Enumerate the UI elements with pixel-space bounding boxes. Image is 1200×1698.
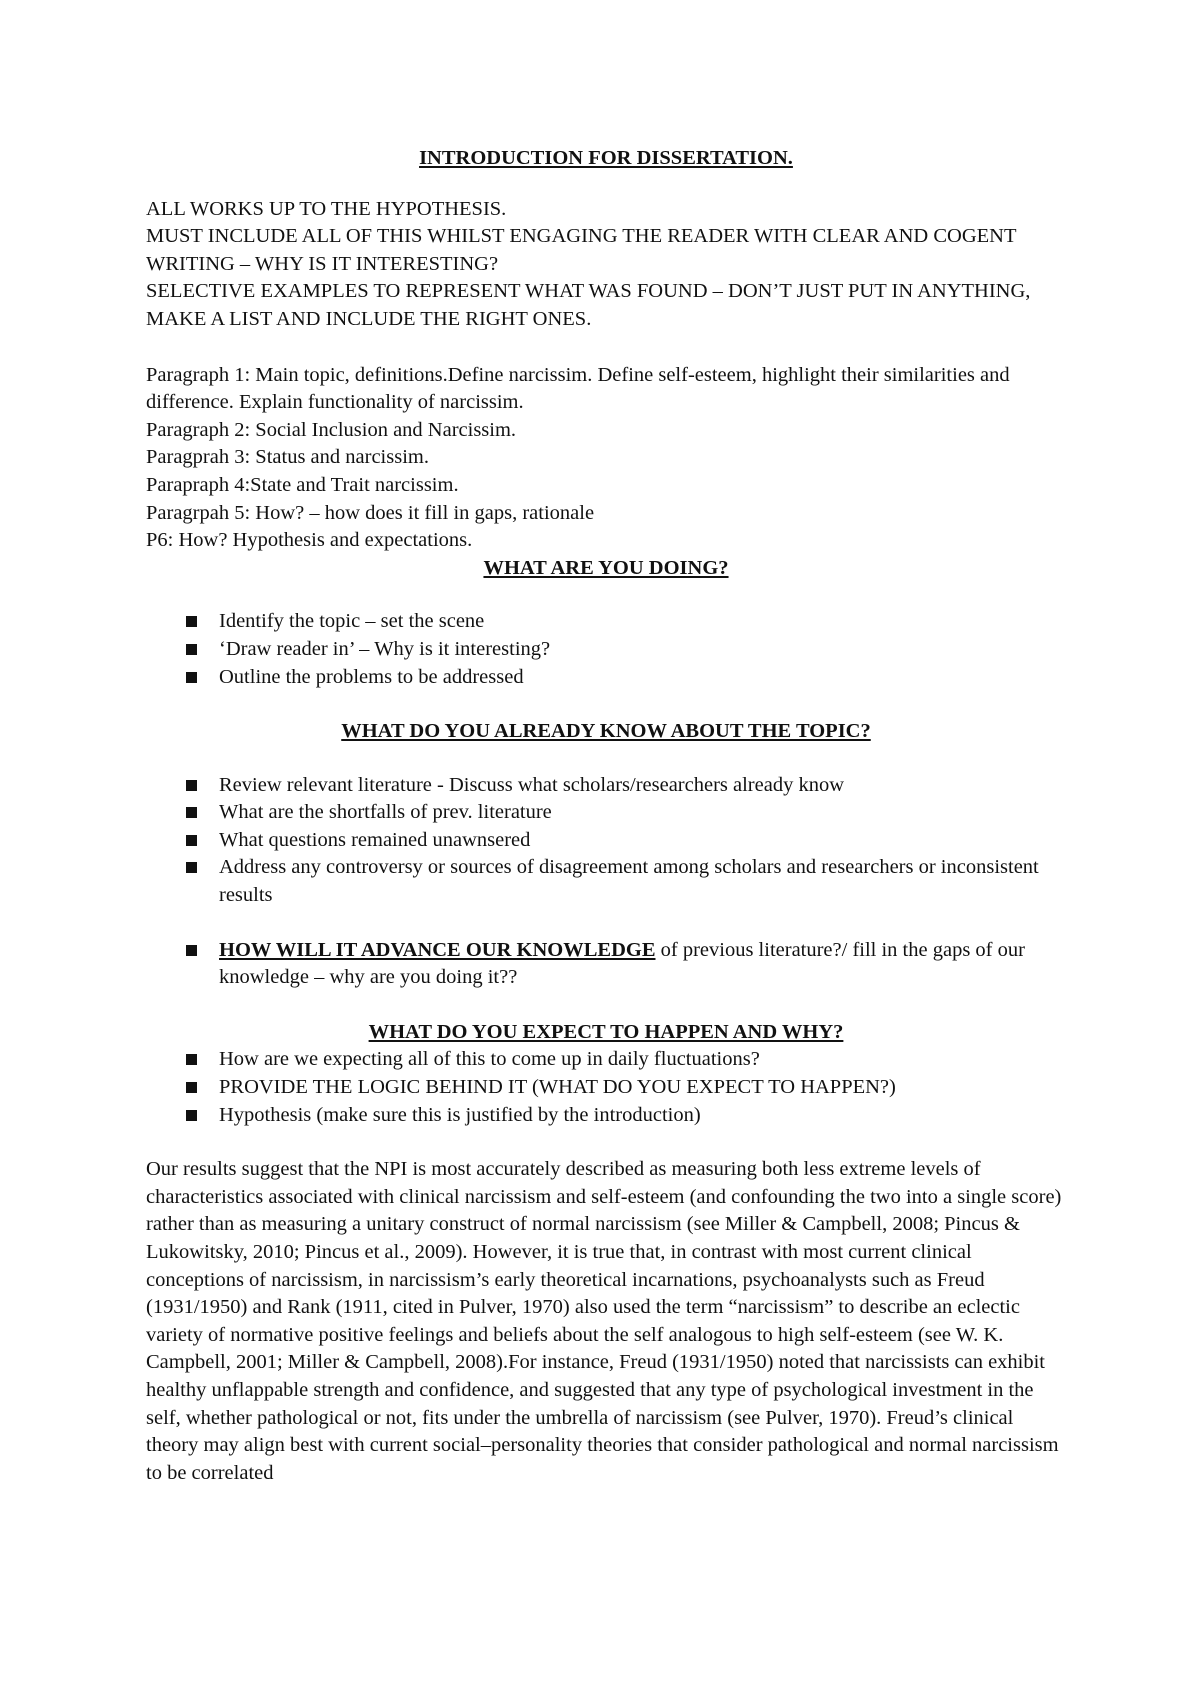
section-heading-what-are-you-doing: WHAT ARE YOU DOING? [483, 556, 729, 579]
plan-line: P6: How? Hypothesis and expectations. [146, 529, 473, 552]
square-bullet-icon [186, 862, 197, 873]
list-item-text: Review relevant literature - Discuss what scholars/researchers already know [219, 773, 844, 796]
list-item [146, 1074, 1066, 1102]
list-item-text: of previous literature?/ fill in the gaps of our knowledge – why are you doing it?? [219, 938, 1025, 989]
list-item [146, 772, 1066, 800]
bullet-list [146, 1046, 1066, 1129]
bullet-list [146, 608, 1066, 691]
list-item [146, 854, 1066, 909]
list-item-text: Hypothesis (make sure this is justified by the introduction) [219, 1103, 701, 1126]
list-item [146, 1102, 1066, 1130]
section-heading-what-do-you-expect: WHAT DO YOU EXPECT TO HAPPEN AND WHY? [368, 1020, 844, 1043]
list-item-text: Address any controversy or sources of disagreement among scholars and researchers or inconsistent results [219, 856, 1039, 907]
list-item-text: What questions remained unawnsered [219, 828, 531, 851]
square-bullet-icon [186, 1054, 197, 1065]
list-item-text: Outline the problems to be addressed [219, 665, 524, 688]
list-item [146, 937, 1066, 992]
paragraph-plan [146, 362, 1066, 555]
list-item-text: ‘Draw reader in’ – Why is it interesting? [219, 637, 551, 660]
list-item [146, 608, 1066, 636]
square-bullet-icon [186, 945, 197, 956]
plan-line: Paragrpah 5: How? – how does it fill in gaps, rationale [146, 501, 595, 524]
document-page [146, 145, 1066, 1487]
list-item [146, 1046, 1066, 1074]
plan-line: Paragraph 1: Main topic, definitions.Define narcissim. Define self-esteem, highlight their similarities and difference. Explain functionality of narcissim. [146, 363, 1010, 414]
square-bullet-icon [186, 835, 197, 846]
list-item-text: PROVIDE THE LOGIC BEHIND IT (WHAT DO YOU EXPECT TO HAPPEN?) [219, 1076, 896, 1099]
list-item-text: What are the shortfalls of prev. literature [219, 801, 552, 824]
square-bullet-icon [186, 1082, 197, 1093]
list-item [146, 827, 1066, 855]
list-item [146, 636, 1066, 664]
list-item [146, 799, 1066, 827]
advance-knowledge-emphasis: HOW WILL IT ADVANCE OUR KNOWLEDGE [219, 938, 656, 961]
square-bullet-icon [186, 616, 197, 627]
list-item [146, 664, 1066, 692]
section-heading-what-do-you-know: WHAT DO YOU ALREADY KNOW ABOUT THE TOPIC? [341, 720, 871, 743]
square-bullet-icon [186, 644, 197, 655]
instructions-block [146, 196, 1066, 334]
plan-line: Paragprah 3: Status and narcissim. [146, 446, 429, 469]
body-paragraph: Our results suggest that the NPI is most accurately described as measuring both less extreme levels of characteristics associated with clinical narcissism and self-esteem (and confounding the two into a single score) rather than as measuring a unitary construct of normal narcissism (see Miller & Campbell, 2008; Pincus & Lukowitsky, 2010; Pincus et al., 2009). However, it is true that, in contrast with most current clinical conceptions of narcissism, in narcissism’s early theoretical incarnations, psychoanalysts such as Freud (1931/1950) and Rank (1911, cited in Pulver, 1970) also used the term “narcissism” to describe an eclectic variety of normative positive feelings and beliefs about the self analogous to high self-esteem (see W. K. Campbell, 2001; Miller & Campbell, 2008).For instance, Freud (1931/1950) noted that narcissists can exhibit healthy unflappable strength and confidence, and suggested that any type of psychological investment in the self, whether pathological or not, fits under the umbrella of narcissism (see Pulver, 1970). Freud’s clinical theory may align best with current social–personality theories that consider pathological and normal narcissism to be correlated [146, 1158, 1062, 1484]
square-bullet-icon [186, 780, 197, 791]
instruction-line: MUST INCLUDE ALL OF THIS WHILST ENGAGING THE READER WITH CLEAR AND COGENT WRITING – WHY IS IT INTERESTING? [146, 225, 1017, 275]
instruction-line: SELECTIVE EXAMPLES TO REPRESENT WHAT WAS FOUND – DON’T JUST PUT IN ANYTHING, MAKE A LIST AND INCLUDE THE RIGHT ONES. [146, 280, 1031, 330]
document-title: INTRODUCTION FOR DISSERTATION. [419, 147, 793, 169]
square-bullet-icon [186, 807, 197, 818]
square-bullet-icon [186, 672, 197, 683]
plan-line: Parapraph 4:State and Trait narcissim. [146, 473, 459, 496]
instruction-line: ALL WORKS UP TO THE HYPOTHESIS. [146, 197, 507, 220]
list-item-text: Identify the topic – set the scene [219, 610, 485, 633]
list-item-text: How are we expecting all of this to come up in daily fluctuations? [219, 1048, 760, 1071]
bullet-list [146, 937, 1066, 992]
square-bullet-icon [186, 1110, 197, 1121]
bullet-list [146, 772, 1066, 910]
plan-line: Paragraph 2: Social Inclusion and Narcissim. [146, 418, 517, 441]
